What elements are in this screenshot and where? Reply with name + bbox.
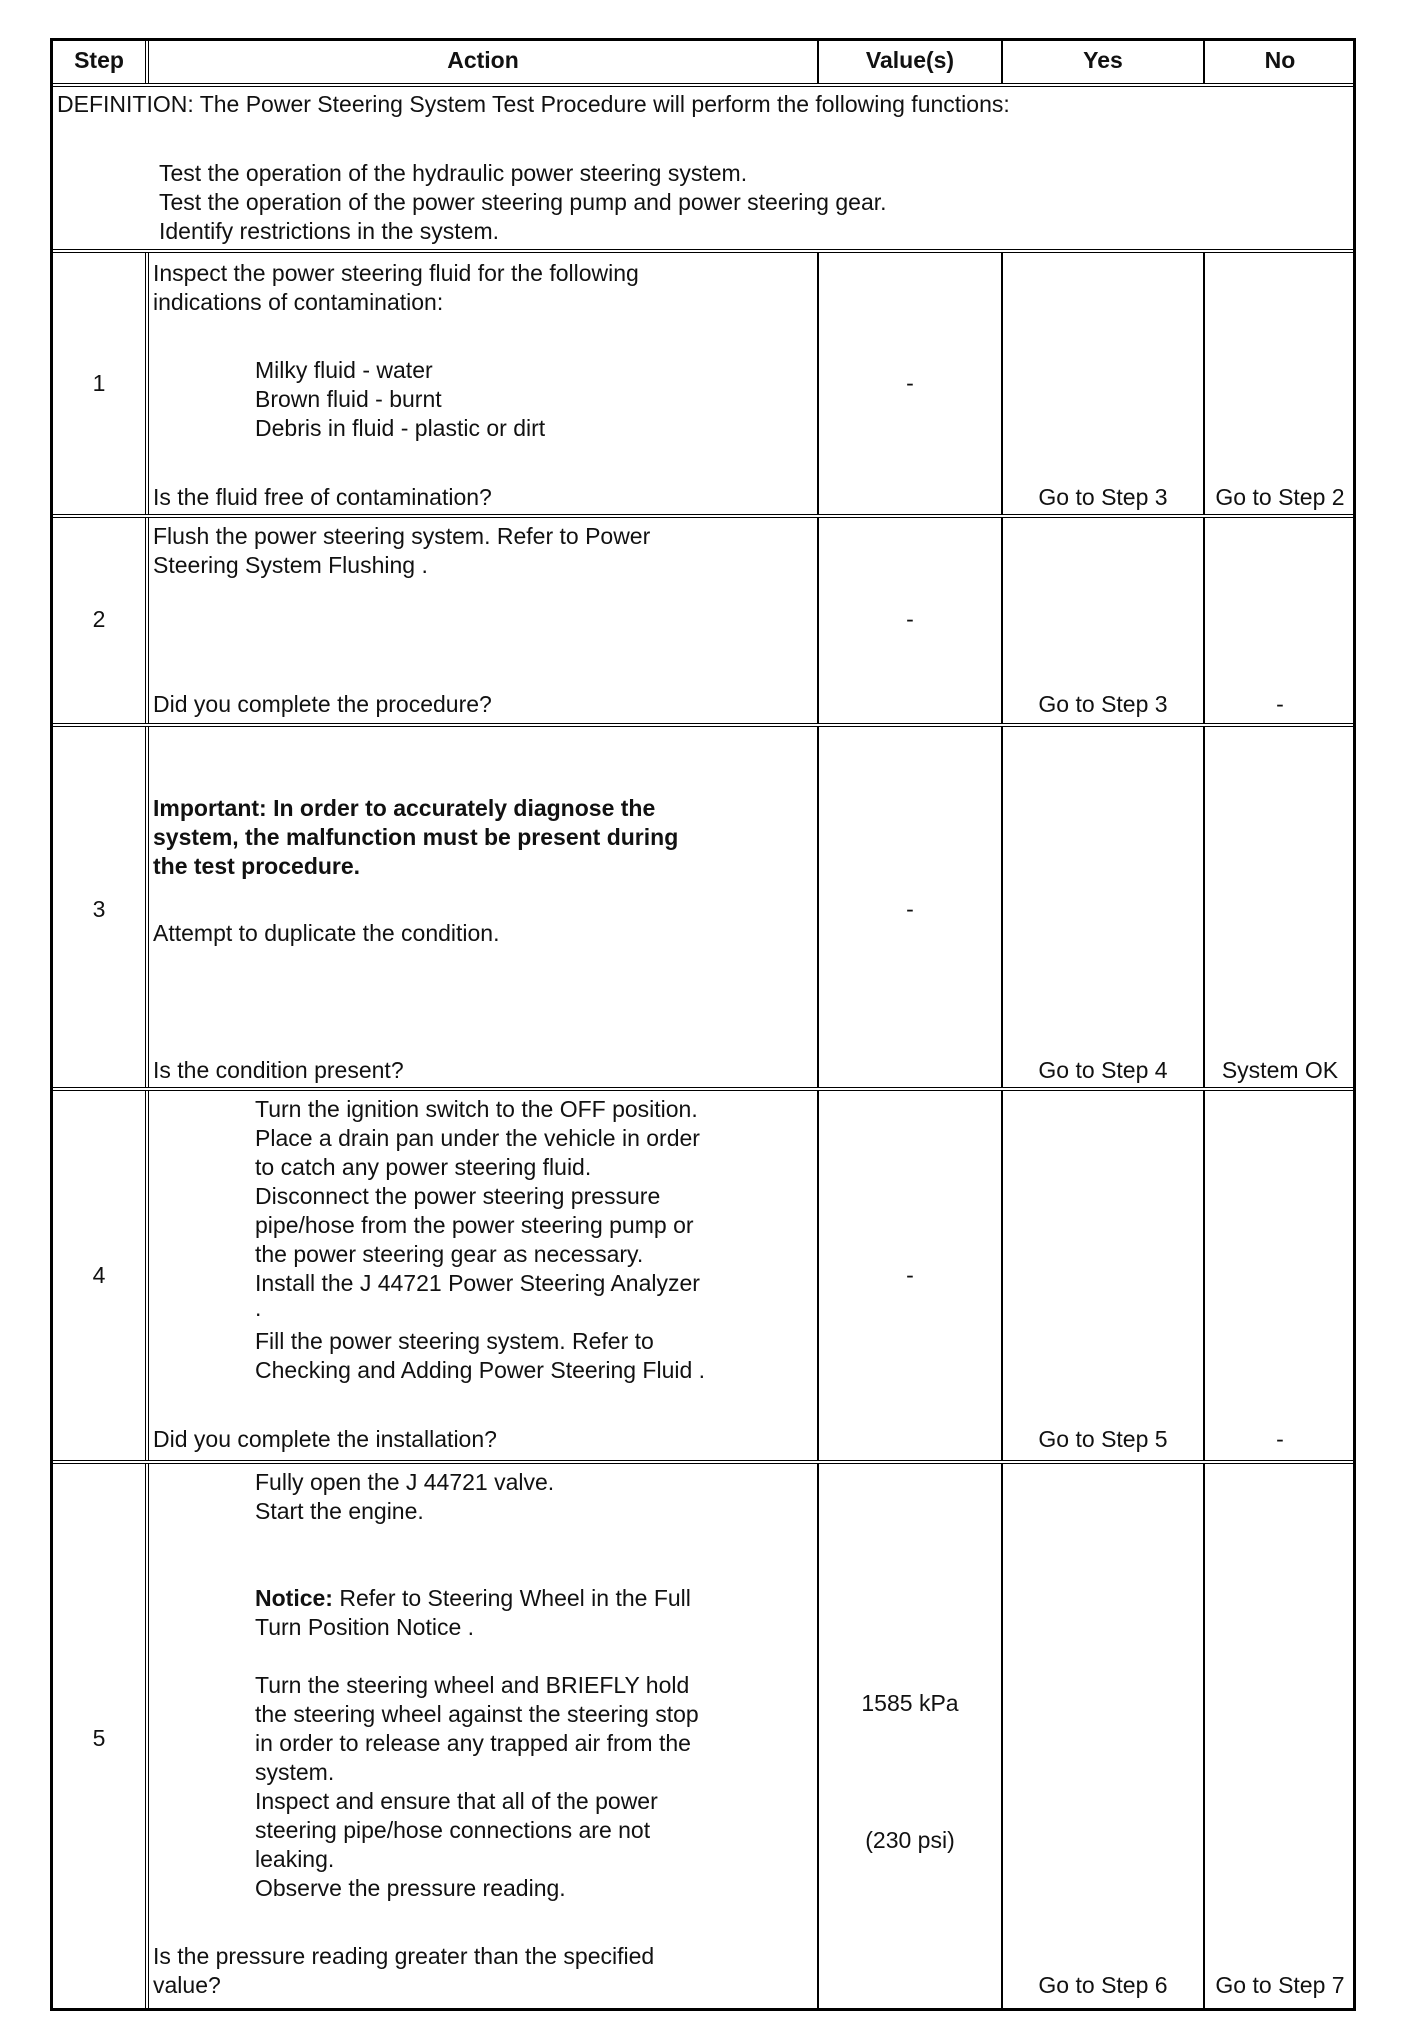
header-row <box>53 41 1353 87</box>
yes-result: Go to Step 4 <box>1038 1057 1168 1083</box>
step-number: 1 <box>92 370 106 396</box>
important-note: the test procedure. <box>153 853 361 879</box>
step-row-4 <box>53 1091 1353 1464</box>
action-subitem: Debris in fluid - plastic or dirt <box>255 415 546 441</box>
action-subitem: to catch any power steering fluid. <box>255 1154 592 1180</box>
yes-result: Go to Step 3 <box>1038 484 1168 510</box>
important-note: Important: In order to accurately diagnose the <box>153 795 656 821</box>
header-values: Value(s) <box>865 47 955 73</box>
action-subitem: system. <box>255 1759 335 1785</box>
action-subitem: the steering wheel against the steering stop <box>255 1701 699 1727</box>
notice-text: Turn Position Notice . <box>255 1614 475 1640</box>
step-row-5 <box>53 1464 1353 2011</box>
action-text: Steering System Flushing . <box>153 552 428 578</box>
value-text: - <box>906 1262 914 1288</box>
action-text: indications of contamination: <box>153 289 444 315</box>
action-subitem: Fully open the J 44721 valve. <box>255 1469 555 1495</box>
step-row-2 <box>53 518 1353 727</box>
action-subitem: Install the J 44721 Power Steering Analyzer <box>255 1270 700 1296</box>
action-question: Did you complete the installation? <box>153 1426 497 1452</box>
no-result: - <box>1276 691 1284 717</box>
step-number: 5 <box>92 1725 106 1751</box>
diagnostic-table <box>50 38 1356 2011</box>
notice-text: Refer to Steering Wheel in the Full <box>332 1585 691 1611</box>
step-number: 3 <box>92 896 106 922</box>
action-subitem: steering pipe/hose connections are not <box>255 1817 651 1843</box>
action-subitem: Inspect and ensure that all of the power <box>255 1788 658 1814</box>
value-text: - <box>906 896 914 922</box>
action-question: Is the condition present? <box>153 1057 404 1083</box>
step-number: 2 <box>92 606 106 632</box>
yes-result: Go to Step 6 <box>1038 1972 1168 1998</box>
notice-label: Notice: <box>255 1585 333 1611</box>
header-no: No <box>1264 47 1296 73</box>
action-text: Inspect the power steering fluid for the following <box>153 260 639 286</box>
no-result: Go to Step 7 <box>1215 1972 1345 1998</box>
action-text: Attempt to duplicate the condition. <box>153 920 500 946</box>
yes-result: Go to Step 3 <box>1038 691 1168 717</box>
action-subitem: Turn the steering wheel and BRIEFLY hold <box>255 1672 690 1698</box>
value-text: - <box>906 606 914 632</box>
action-subitem: . <box>255 1295 262 1321</box>
action-subitem: Brown fluid - burnt <box>255 386 442 412</box>
action-subitem: Checking and Adding Power Steering Fluid . <box>255 1357 706 1383</box>
action-text: Flush the power steering system. Refer to Power <box>153 523 651 549</box>
header-yes: Yes <box>1083 47 1123 73</box>
no-result: - <box>1276 1426 1284 1452</box>
no-result: System OK <box>1221 1057 1339 1083</box>
important-note: system, the malfunction must be present during <box>153 824 679 850</box>
header-step: Step <box>74 47 124 73</box>
step-row-1 <box>53 253 1353 518</box>
yes-result: Go to Step 5 <box>1038 1426 1168 1452</box>
step-number: 4 <box>92 1262 106 1288</box>
action-question: Is the pressure reading greater than the specified <box>153 1943 655 1969</box>
action-subitem: Start the engine. <box>255 1498 424 1524</box>
action-subitem: Milky fluid - water <box>255 357 433 383</box>
action-subitem: leaking. <box>255 1846 335 1872</box>
action-subitem: Observe the pressure reading. <box>255 1875 566 1901</box>
value-text: 1585 kPa <box>861 1690 959 1716</box>
action-subitem: the power steering gear as necessary. <box>255 1241 644 1267</box>
action-subitem: Fill the power steering system. Refer to <box>255 1328 654 1354</box>
header-action: Action <box>447 47 519 73</box>
action-subitem: in order to release any trapped air from the <box>255 1730 691 1756</box>
definition-intro: DEFINITION: The Power Steering System Test Procedure will perform the following functions: <box>57 91 1010 117</box>
action-question: value? <box>153 1972 221 1998</box>
step-row-3 <box>53 727 1353 1091</box>
action-subitem: Place a drain pan under the vehicle in order <box>255 1125 700 1151</box>
value-text: - <box>906 370 914 396</box>
notice-note <box>255 1584 691 1613</box>
action-subitem: Disconnect the power steering pressure <box>255 1183 661 1209</box>
action-subitem: pipe/hose from the power steering pump or <box>255 1212 694 1238</box>
definition-item: Test the operation of the power steering pump and power steering gear. <box>159 189 887 215</box>
definition-row <box>53 87 1353 253</box>
definition-item: Test the operation of the hydraulic power steering system. <box>159 160 748 186</box>
definition-item: Identify restrictions in the system. <box>159 218 500 244</box>
no-result: Go to Step 2 <box>1215 484 1345 510</box>
value-text-psi: (230 psi) <box>865 1827 955 1853</box>
action-question: Did you complete the procedure? <box>153 691 492 717</box>
action-subitem: Turn the ignition switch to the OFF position. <box>255 1096 698 1122</box>
action-question: Is the fluid free of contamination? <box>153 484 492 510</box>
